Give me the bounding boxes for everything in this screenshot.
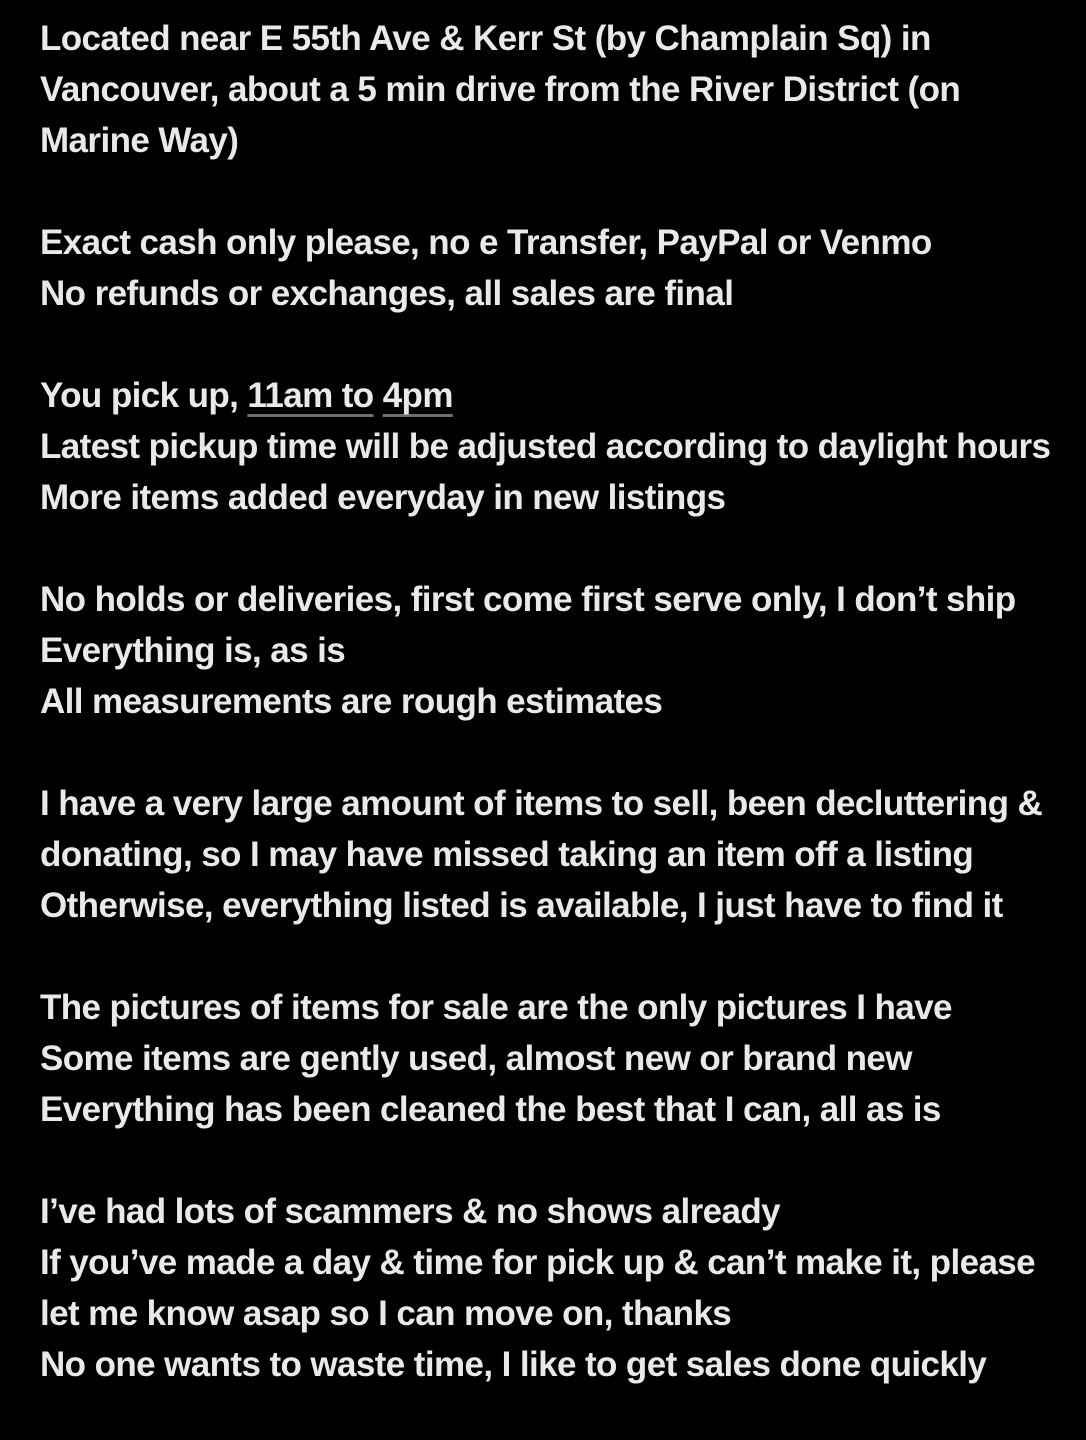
- text-line: I’ve had lots of scammers & no shows already: [40, 1192, 780, 1231]
- text-line: Exact cash only please, no e Transfer, PayPal or Venmo: [40, 223, 932, 262]
- text-line: Located near E 55th Ave & Kerr St (by Champlain Sq) in: [40, 19, 931, 58]
- text-line: donating, so I may have missed taking an item off a listing: [40, 835, 974, 874]
- text-line: Everything is, as is: [40, 631, 346, 670]
- paragraph-pickup: [40, 370, 1051, 523]
- text-line: More items added everyday in new listings: [40, 478, 726, 517]
- text-line: No one wants to waste time, I like to get sales done quickly: [40, 1345, 987, 1384]
- pickup-time-range-start-link[interactable]: 11am to: [247, 376, 374, 415]
- pickup-time-separator: [374, 376, 383, 415]
- paragraph-payment: [40, 217, 1048, 319]
- text-line: let me know asap so I can move on, thanks: [40, 1294, 732, 1333]
- text-line: Latest pickup time will be adjusted according to daylight hours: [40, 427, 1051, 466]
- pickup-time-line: [40, 370, 1048, 421]
- paragraph-location: [40, 13, 1048, 166]
- paragraph-policy: [40, 574, 1048, 727]
- text-line: Some items are gently used, almost new or brand new: [40, 1039, 912, 1078]
- text-line: Otherwise, everything listed is available, I just have to find it: [40, 886, 1003, 925]
- text-line: No holds or deliveries, first come first serve only, I don’t ship: [40, 580, 1016, 619]
- text-line: If you’ve made a day & time for pick up & can’t make it, please: [40, 1243, 1036, 1282]
- text-line: All measurements are rough estimates: [40, 682, 663, 721]
- text-line: Vancouver, about a 5 min drive from the River District (on: [40, 70, 961, 109]
- paragraph-condition: [40, 982, 1048, 1135]
- text-line: Marine Way): [40, 121, 239, 160]
- paragraph-noshows: [40, 1186, 1048, 1390]
- pickup-time-range-end-link[interactable]: 4pm: [382, 376, 453, 415]
- pickup-time-prefix: You pick up,: [40, 376, 248, 415]
- text-line: Everything has been cleaned the best that I can, all as is: [40, 1090, 941, 1129]
- text-line: I have a very large amount of items to sell, been decluttering &: [40, 784, 1043, 823]
- text-line: No refunds or exchanges, all sales are final: [40, 274, 734, 313]
- paragraph-inventory: [40, 778, 1048, 931]
- text-line: The pictures of items for sale are the only pictures I have: [40, 988, 952, 1027]
